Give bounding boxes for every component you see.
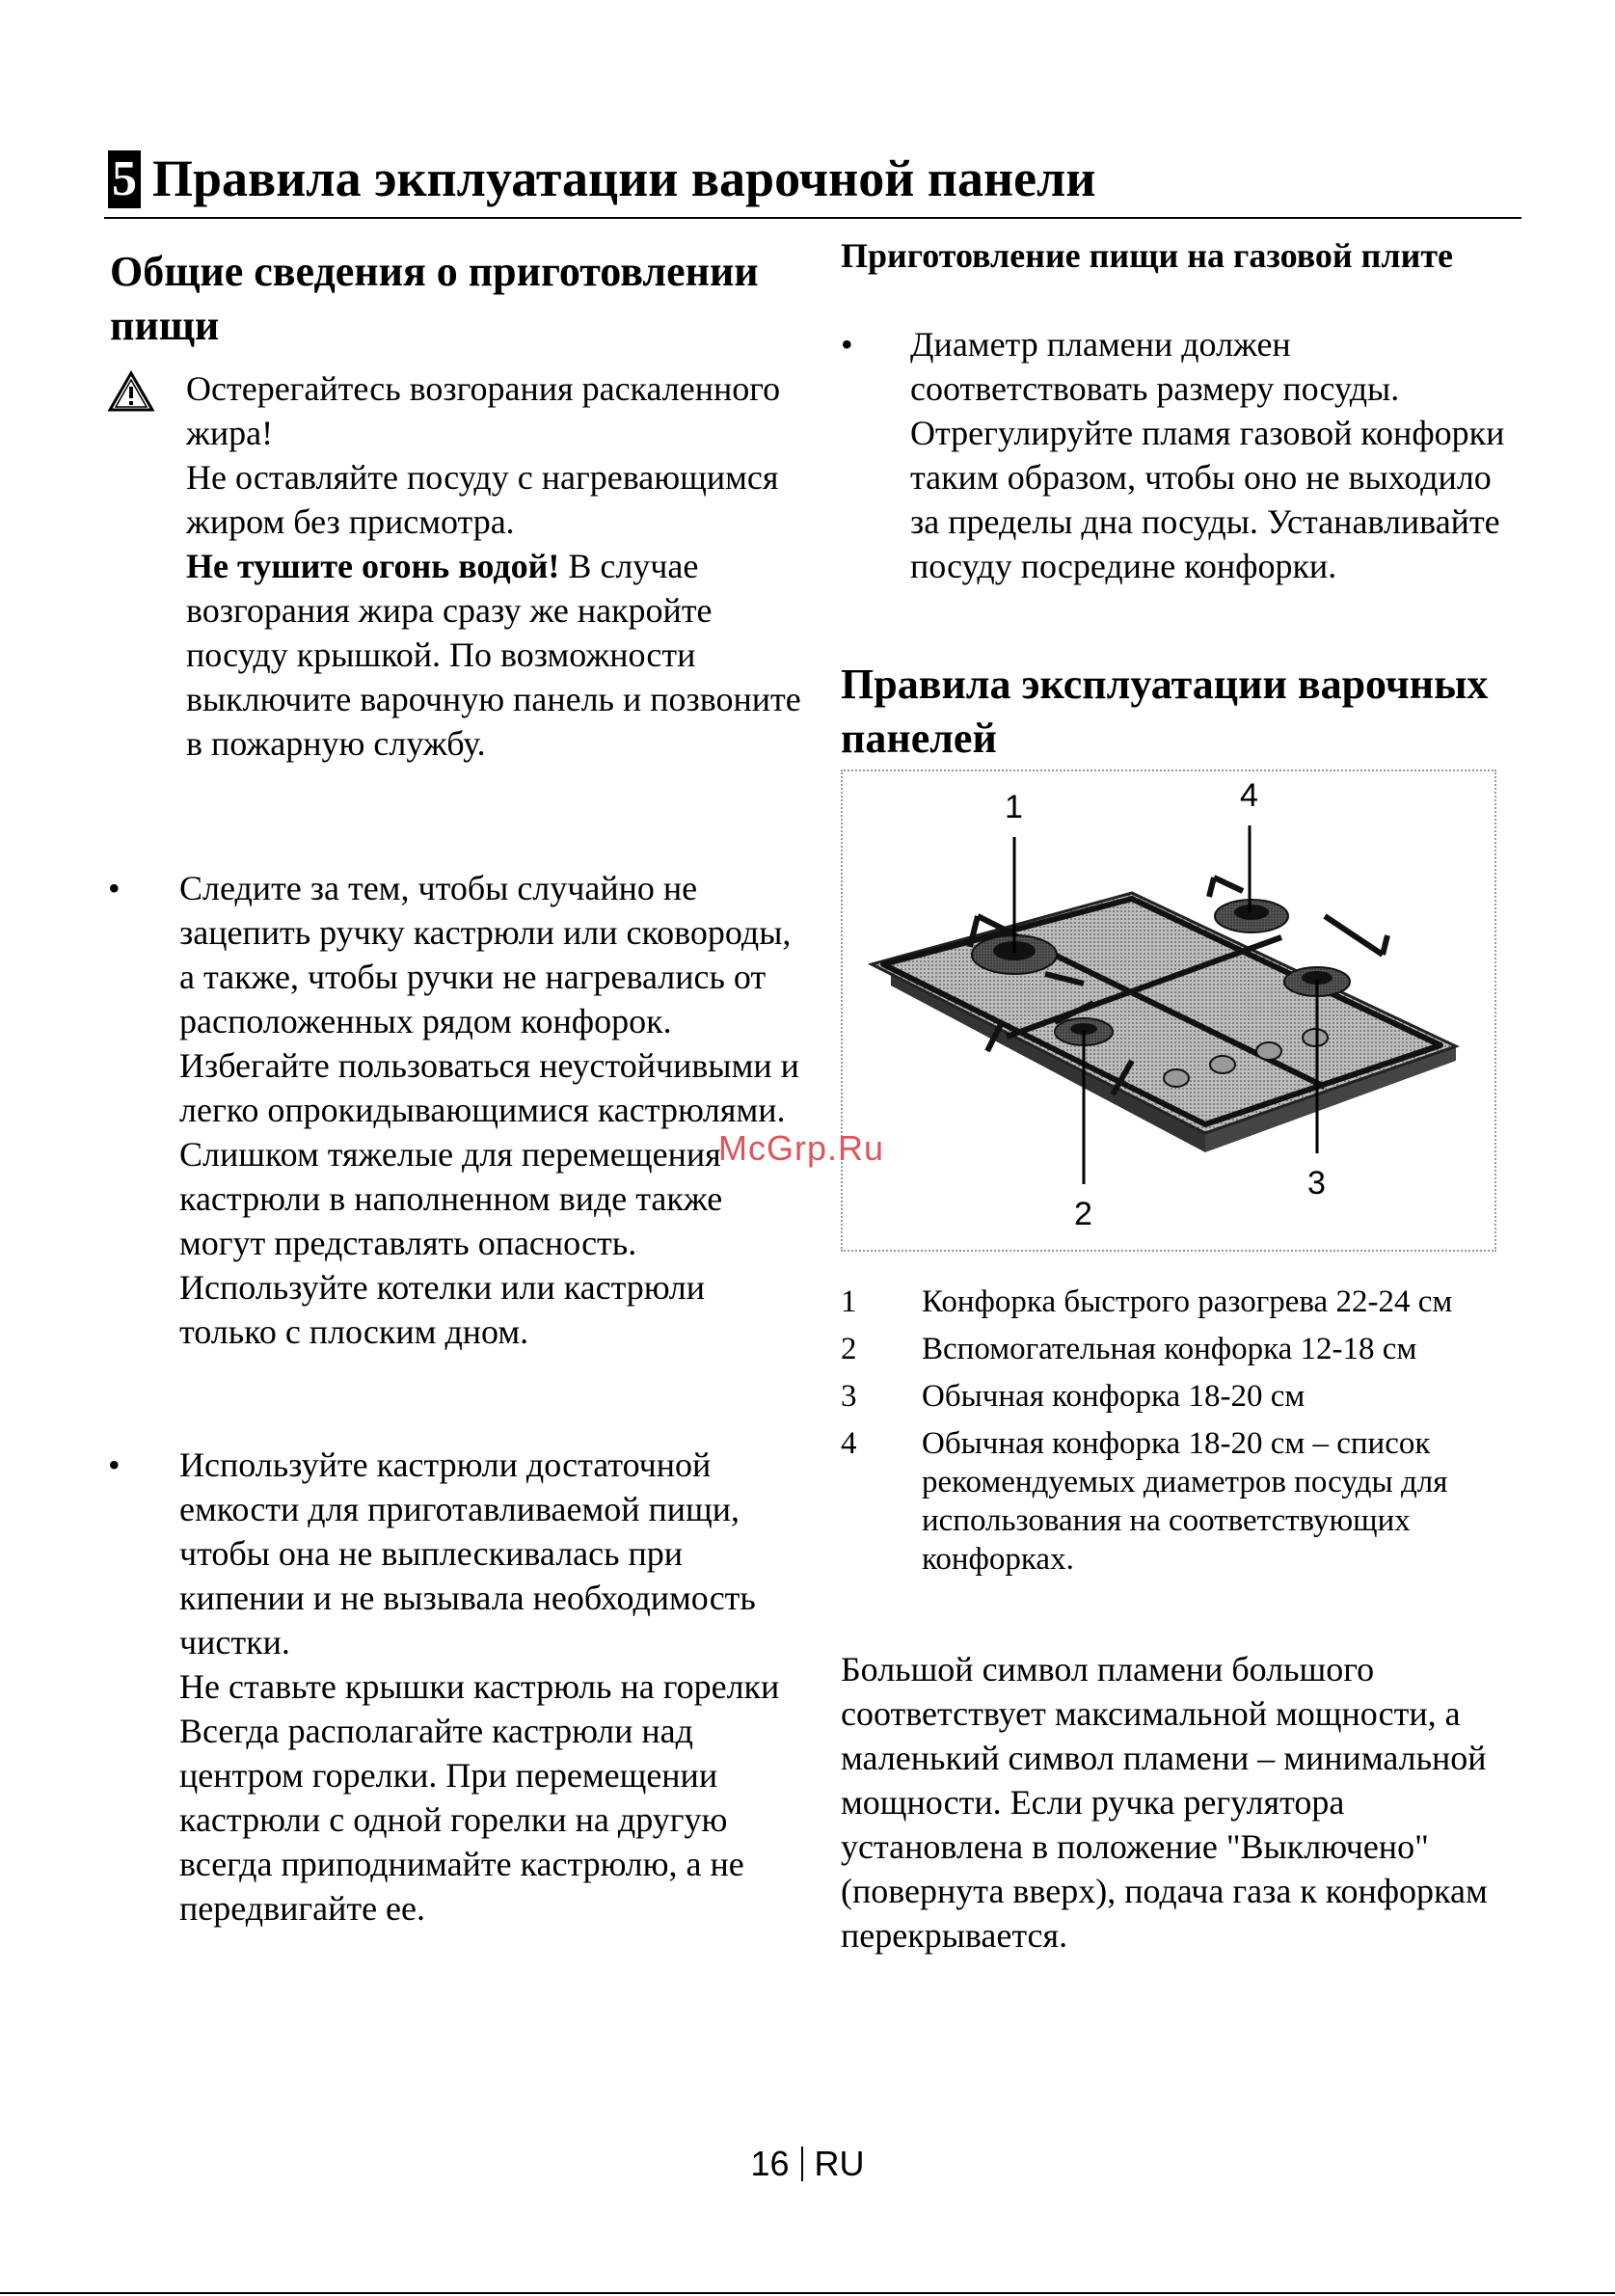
bottom-divider: [0, 2292, 1615, 2294]
footer-language: RU: [814, 2144, 865, 2183]
legend-number: 3: [841, 1379, 857, 1414]
bullet-text: Следите за тем, чтобы случайно не зацепить ручку кастрюли или сковороды, а также, чтобы ручки не нагревались от расположенных рядом конфорок. Избегайте пользоваться неустойчивыми и легко опрокидывающимися кастрюлями. Слишком тяжелые для перемещения кастрюли в наполненном виде также могут представлять опасность.: [179, 869, 799, 1262]
bullet-item: [179, 866, 806, 1354]
gas-cooking-heading: Приготовление пищи на газовой плите: [841, 236, 1454, 275]
fire-warning-block: [186, 366, 803, 766]
bullet-text: Всегда располагайте кастрюли над центром горелки. При перемещении кастрюли с одной горелки на другую всегда приподнимайте кастрюлю, а не передвигайте ее.: [179, 1712, 744, 1928]
hob-rules-heading: Правила эксплуатации варочных панелей: [841, 661, 1489, 762]
legend-item: [841, 1330, 1516, 1368]
bullet-marker: •: [108, 1445, 121, 1484]
bullet-marker: •: [841, 325, 853, 364]
bullet-marker: •: [108, 869, 121, 907]
callout-label-1: 1: [1005, 789, 1023, 825]
warning-text: [186, 544, 803, 766]
burner-4: [1215, 900, 1288, 932]
bullet-text: Используйте кастрюли достаточной емкости для приготавливаемой пищи, чтобы она не выплескивалась при кипении и не вызывала необходимость чистки.: [179, 1445, 756, 1661]
legend-number: 1: [841, 1284, 857, 1319]
legend-item: [841, 1424, 1516, 1579]
general-cooking-heading: Общие сведения о приготовлении пищи: [110, 248, 759, 349]
footer-separator: [801, 2147, 803, 2181]
callout-label-4: 4: [1240, 777, 1258, 814]
burner-legend: [841, 1283, 1516, 1587]
legend-text: Обычная конфорка 18-20 см – список рекомендуемых диаметров посуды для использования на соответствующих конфорках.: [922, 1426, 1448, 1577]
legend-text: Обычная конфорка 18-20 см: [922, 1379, 1305, 1414]
legend-number: 2: [841, 1332, 857, 1366]
warning-text: Не оставляйте посуду с нагревающимся жиром без присмотра.: [186, 458, 779, 541]
gas-hob-illustration: [843, 771, 1494, 1250]
warning-text: Остерегайтесь возгорания раскаленного жира!: [186, 369, 781, 452]
legend-item: [841, 1283, 1516, 1321]
page-number: 16: [750, 2144, 790, 2183]
bullet-text: Используйте котелки или кастрюли только с плоским дном.: [179, 1268, 706, 1351]
warning-text-cont: В случае возгорания жира сразу же накройте посуду крышкой. По возможности выключите варочную панель и позвоните в пожарную службу.: [186, 547, 801, 763]
section-number: 5: [108, 150, 141, 208]
page-footer: [0, 2143, 1615, 2185]
hob-figure: [841, 770, 1496, 1252]
legend-text: Вспомогательная конфорка 12-18 см: [922, 1332, 1417, 1366]
legend-text: Конфорка быстрого разогрева 22-24 см: [922, 1284, 1453, 1319]
bullet-text: Не ставьте крышки кастрюль на горелки: [179, 1667, 780, 1706]
legend-item: [841, 1377, 1516, 1416]
warning-triangle-icon: [108, 370, 154, 413]
flame-symbol-paragraph: Большой символ пламени большого соответствует максимальной мощности, а маленький символ пламени – минимальной мощности. Если ручка регулятора установлена в положение "Выключено" (повернута вверх), подача газа к конфоркам перекрывается.: [841, 1650, 1488, 1955]
page-title: Правила экплуатации варочной панели: [152, 149, 1096, 207]
callout-label-3: 3: [1307, 1165, 1326, 1202]
warning-bold-text: Не тушите огонь водой!: [186, 547, 560, 585]
legend-number: 4: [841, 1426, 857, 1461]
watermark: McGrp.Ru: [718, 1128, 885, 1168]
callout-label-2: 2: [1074, 1196, 1092, 1232]
header-divider: [104, 217, 1521, 219]
gas-bullet-text: Диаметр пламени должен соответствовать размеру посуды. Отрегулируйте пламя газовой конфорки таким образом, чтобы оно не выходило за пределы дна посуды. Устанавливайте посуду посредине конфорки.: [910, 325, 1505, 585]
bullet-item: [179, 1443, 806, 1931]
